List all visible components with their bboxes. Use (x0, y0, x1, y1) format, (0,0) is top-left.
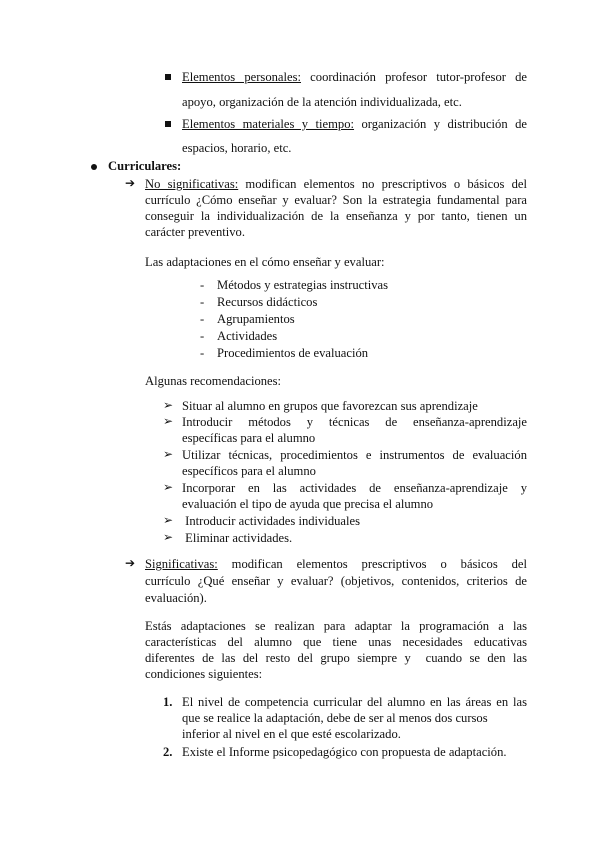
recomendacion-text: Situar al alumno en grupos que favorezcan sus aprendizaje (182, 399, 478, 413)
dash-item: - (200, 295, 205, 309)
recomendacion-text: Introducir actividades individuales (182, 514, 361, 528)
arrowhead-bullet-icon: ➢ (163, 447, 174, 461)
square-bullet-icon (165, 121, 171, 127)
recomendacion-text: Eliminar actividades. (182, 531, 293, 545)
condition-text: inferior al nivel en el que esté escolarizado. (182, 727, 401, 741)
condition-text: Existe el Informe psicopedagógico con propuesta de adaptación. (182, 745, 507, 759)
recomendacion-text: Introducir métodos y técnicas de enseñanza-aprendizaje (182, 415, 527, 429)
arrowhead-bullet-icon: ➢ (163, 513, 174, 527)
sub-item-personales-line2: apoyo, organización de la atención individualizada, etc. (182, 95, 462, 109)
dash-item: - (200, 312, 205, 326)
dash-item: - (200, 329, 205, 343)
arrowhead-bullet-icon: ➢ (163, 480, 174, 494)
round-bullet-icon (91, 164, 97, 170)
recomendacion-text: específicos para el alumno (182, 464, 316, 478)
significativas-line2: currículo ¿Qué enseñar y evaluar? (objetivos, contenidos, criterios de (145, 574, 527, 588)
no-significativas-line1: No significativas: modifican elementos no prescriptivos o básicos del (145, 177, 527, 191)
recomendaciones-intro: Algunas recomendaciones: (145, 374, 282, 388)
sub-item-label: Elementos materiales y tiempo: (182, 117, 355, 131)
arrowhead-bullet-icon: ➢ (163, 414, 174, 428)
curriculares-heading: Curriculares: (108, 159, 182, 173)
significativas-line1: Significativas: modifican elementos prescriptivos o básicos del (145, 557, 527, 571)
arrowhead-bullet-icon: ➢ (163, 530, 174, 544)
recomendacion-text: Incorporar en las actividades de enseñanza-aprendizaje y (182, 481, 527, 495)
no-significativas-line4: carácter preventivo. (145, 225, 245, 239)
dash-item-text: Métodos y estrategias instructivas (217, 278, 389, 292)
sub-item-label: Elementos personales: (182, 70, 301, 84)
condition-number: 2. (163, 745, 173, 759)
dash-item: - (200, 346, 205, 360)
dash-item-text: Recursos didácticos (217, 295, 318, 309)
dash-item: - (200, 278, 205, 292)
recomendacion-text: específicas para el alumno (182, 431, 316, 445)
dash-item-text: Actividades (217, 329, 278, 343)
paragraph-line: Estás adaptaciones se realizan para adaptar la programación a las (145, 619, 527, 633)
no-significativas-label: No significativas: (145, 177, 239, 191)
recomendacion-text: evaluación el tipo de ayuda que precisa el alumno (182, 497, 434, 511)
dash-item-text: Procedimientos de evaluación (217, 346, 369, 360)
adaptaciones-intro: Las adaptaciones en el cómo enseñar y evaluar: (145, 255, 385, 269)
paragraph-line: diferentes de las del resto del grupo siempre y cuando se den las (145, 651, 527, 665)
no-significativas-line3: conseguir la individualización de la enseñanza y por tanto, tienen un (145, 209, 527, 223)
paragraph-line: condiciones siguientes: (145, 667, 263, 681)
square-bullet-icon (165, 74, 171, 80)
arrow-right-icon: ➔ (125, 176, 136, 190)
dash-item-text: Agrupamientos (217, 312, 295, 326)
paragraph-line: características del alumno que tiene unas necesidades educativas (145, 635, 527, 649)
recomendacion-text: Utilizar técnicas, procedimientos e instrumentos de evaluación (182, 448, 527, 462)
sub-item-personales-line1: Elementos personales: coordinación profesor tutor-profesor de (182, 70, 527, 84)
sub-item-materiales-line2: espacios, horario, etc. (182, 141, 292, 155)
sub-item-materiales-line1: Elementos materiales y tiempo: organización y distribución de (182, 117, 527, 131)
condition-number: 1. (163, 695, 173, 709)
no-significativas-line2: currículo ¿Cómo enseñar y evaluar? Son la estrategia fundamental para (145, 193, 527, 207)
significativas-line3: evaluación). (145, 591, 207, 605)
significativas-label: Significativas: (145, 557, 218, 571)
condition-text: que se realice la adaptación, debe de ser al menos dos cursos (182, 711, 488, 725)
arrowhead-bullet-icon: ➢ (163, 398, 174, 412)
condition-text: El nivel de competencia curricular del alumno en las áreas en las (182, 695, 527, 709)
arrow-right-icon: ➔ (125, 556, 136, 570)
